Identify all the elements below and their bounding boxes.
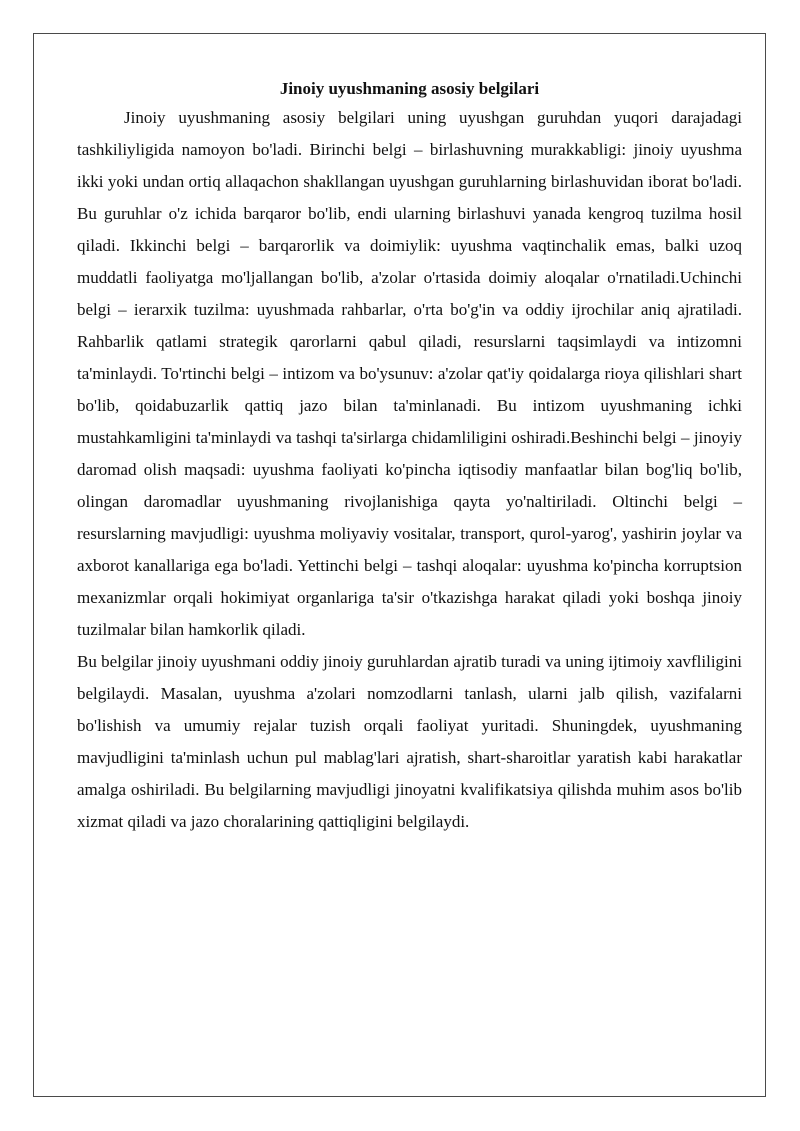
paragraph-1: Jinoiy uyushmaning asosiy belgilari uning uyushgan guruhdan yuqori darajadagi tashkiliyligida namoyon bo'ladi. Birinchi belgi – birlashuvning murakkabligi: jinoiy uyushma ikki yoki undan ortiq allaqachon shakllangan uyushgan guruhlarning birlashuvidan iborat bo'ladi. Bu guruhlar o'z ichida barqaror bo'lib, endi ularning birlashuvi yanada kengroq tuzilma hosil qiladi. Ikkinchi belgi – barqarorlik va doimiylik: uyushma vaqtinchalik emas, balki uzoq muddatli faoliyatga mo'ljallangan bo'lib, a'zolar o'rtasida doimiy aloqalar o'rnatiladi.Uchinchi belgi – ierarxik tuzilma: uyushmada rahbarlar, o'rta bo'g'in va oddiy ijrochilar aniq ajratiladi. Rahbarlik qatlami strategik qarorlarni qabul qiladi, resurslarni taqsimlaydi va intizomni ta'minlaydi. To'rtinchi belgi – intizom va bo'ysunuv: a'zolar qat'iy qoidalarga rioya qilishlari shart bo'lib, qoidabuzarlik qattiq jazo bilan ta'minlanadi. Bu intizom uyushmaning ichki mustahkamligini ta'minlaydi va tashqi ta'sirlarga chidamliligini oshiradi.Beshinchi belgi – jinoyiy daromad olish maqsadi: uyushma faoliyati ko'pincha iqtisodiy manfaatlar bilan bog'liq bo'lib, olingan daromadlar uyushmaning rivojlanishiga qayta yo'naltiriladi. Oltinchi belgi – resurslarning mavjudligi: uyushma moliyaviy vositalar, transport, qurol-yarog', yashirin joylar va axborot kanallariga ega bo'ladi. Yettinchi belgi – tashqi aloqalar: uyushma ko'pincha korruptsion mexanizmlar orqali hokimiyat organlariga ta'sir o'tkazishga harakat qiladi yoki boshqa jinoiy tuzilmalar bilan hamkorlik qiladi. (77, 108, 742, 639)
document-title: Jinoiy uyushmaning asosiy belgilari (279, 79, 540, 98)
paragraph-2: Bu belgilar jinoiy uyushmani oddiy jinoiy guruhlardan ajratib turadi va uning ijtimoiy xavfliligini belgilaydi. Masalan, uyushma a'zolari nomzodlarni tanlash, ularni jalb qilish, vazifalarni bo'lishish va umumiy rejalar tuzish orqali faoliyat yuritadi. Shuningdek, uyushmaning mavjudligini ta'minlash uchun pul mablag'lari ajratish, shart-sharoitlar yaratish kabi harakatlar amalga oshiriladi. Bu belgilarning mavjudligi jinoyatni kvalifikatsiya qilishda muhim asos bo'lib xizmat qiladi va jazo choralarining qattiqligini belgilaydi. (77, 652, 742, 831)
document-body (77, 76, 742, 838)
